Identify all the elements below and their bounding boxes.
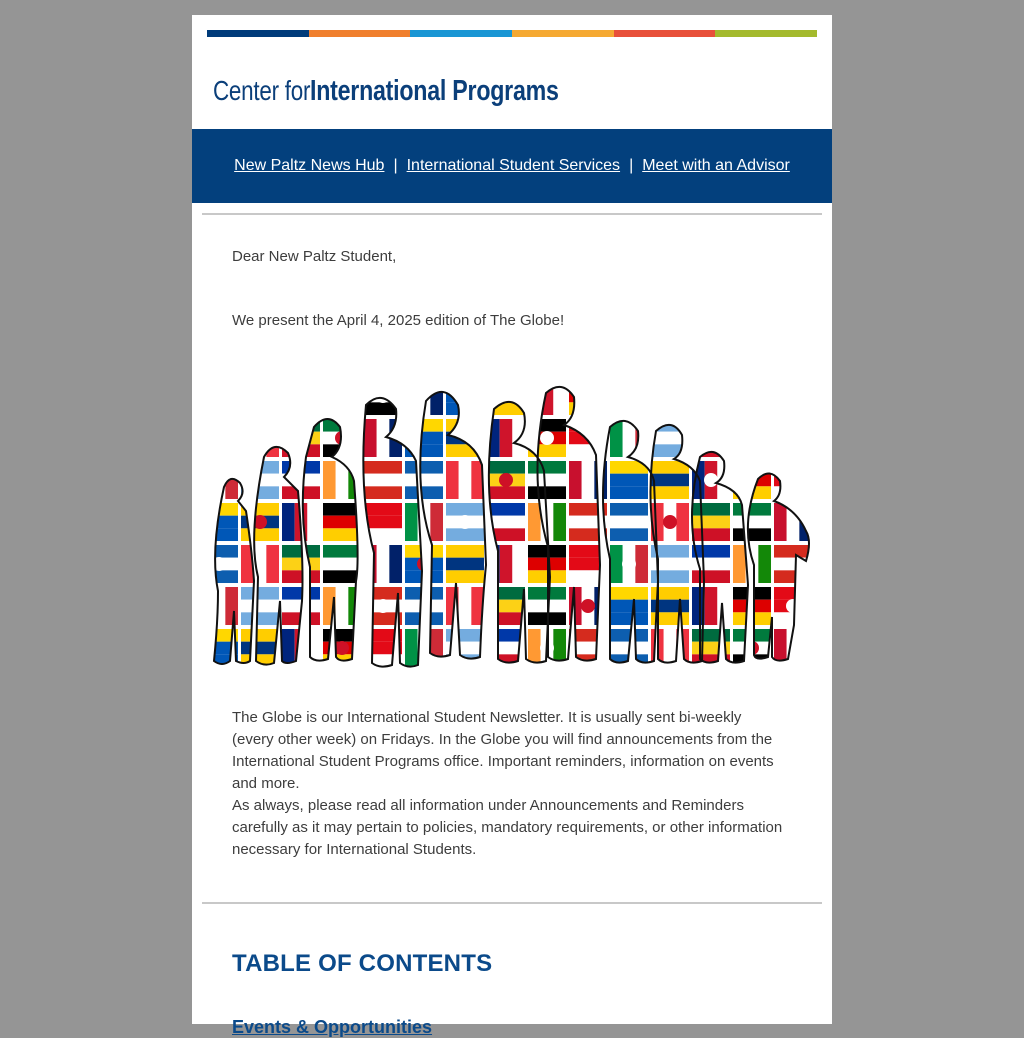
flag-stripe xyxy=(200,377,238,390)
flag-stripe xyxy=(758,671,771,709)
flag-stripe xyxy=(528,377,541,415)
flag-stripe xyxy=(774,671,812,684)
flag-stripe xyxy=(528,474,566,487)
flag-stripe xyxy=(815,516,853,529)
flag-stripe xyxy=(692,570,730,583)
flag-stripe xyxy=(815,390,853,403)
flag-stripe xyxy=(487,377,525,390)
flag-stripe xyxy=(815,642,853,655)
flag-stripe xyxy=(610,516,648,529)
flag-stripe xyxy=(733,402,771,415)
flag-stripe xyxy=(774,432,812,445)
flag-stripe xyxy=(364,419,377,457)
flag-stripe xyxy=(405,671,443,684)
flag-stripe xyxy=(692,545,730,558)
flag-stripe xyxy=(241,461,279,474)
toc-heading: TABLE OF CONTENTS xyxy=(232,950,493,977)
flag-emblem xyxy=(745,641,759,655)
flag-stripe xyxy=(733,390,771,403)
flag-stripe xyxy=(254,419,267,457)
flag-stripe xyxy=(664,377,677,415)
stripe-segment xyxy=(614,30,716,37)
flag-stripe xyxy=(487,671,500,709)
flag-stripe xyxy=(676,377,689,415)
flag-stripe xyxy=(487,461,525,474)
flag-stripe xyxy=(241,390,279,403)
flag-stripe xyxy=(446,671,484,684)
flag-stripe xyxy=(528,671,566,684)
flag-emblem xyxy=(458,515,472,529)
flag-stripe xyxy=(594,587,607,625)
flag-stripe xyxy=(569,461,582,499)
flag-stripe xyxy=(446,461,459,499)
greeting-text: Dear New Paltz Student, xyxy=(232,248,397,265)
flag-emblem xyxy=(540,431,554,445)
flag-stripe xyxy=(430,629,443,667)
flag-stripe xyxy=(815,671,853,684)
flag-stripe xyxy=(241,528,279,541)
flag-stripe xyxy=(364,474,402,487)
flag-stripe xyxy=(651,474,689,487)
flag-stripe xyxy=(500,545,513,583)
flag-stripe xyxy=(487,587,525,600)
flag-emblem xyxy=(581,599,595,613)
flag-stripe xyxy=(610,474,648,487)
flag-stripe xyxy=(364,671,377,709)
flag-stripe xyxy=(282,558,320,571)
flag-stripe xyxy=(610,587,648,600)
flag-stripe xyxy=(733,600,771,613)
flag-stripe xyxy=(815,432,853,445)
flag-stripe xyxy=(282,377,295,415)
flag-stripe xyxy=(733,642,771,655)
flag-stripe xyxy=(241,629,279,642)
flag-stripe xyxy=(610,629,648,642)
flag-stripe xyxy=(241,600,279,613)
flag-stripe xyxy=(487,612,525,625)
flag-stripe xyxy=(430,503,443,541)
flag-stripe xyxy=(746,671,759,709)
flag-stripe xyxy=(569,570,607,583)
flag-stripe xyxy=(692,444,730,457)
flag-stripe xyxy=(582,461,595,499)
flag-stripe xyxy=(200,654,238,667)
flag-stripe xyxy=(774,570,812,583)
flag-stripe xyxy=(569,444,607,457)
flag-stripe xyxy=(405,486,443,499)
flag-emblem xyxy=(499,473,513,487)
flag-stripe xyxy=(323,558,361,571)
flag-emblem xyxy=(376,599,390,613)
flag-stripe xyxy=(487,600,525,613)
flag-stripe xyxy=(815,545,853,558)
flag-stripe xyxy=(200,419,238,432)
flag-stripe xyxy=(610,671,623,709)
flag-stripe xyxy=(364,587,402,600)
flag-stripe xyxy=(282,486,320,499)
flag-stripe xyxy=(282,671,320,684)
flag-emblem xyxy=(417,557,431,571)
flag-stripe xyxy=(282,684,320,697)
flag-stripe xyxy=(282,587,320,600)
flag-stripe xyxy=(774,461,812,474)
flag-stripe xyxy=(405,474,443,487)
flag-stripe xyxy=(733,612,771,625)
flag-stripe xyxy=(569,545,607,558)
stripe-segment xyxy=(207,30,309,37)
flag-stripe xyxy=(405,377,418,415)
flag-stripe xyxy=(323,629,361,642)
flag-stripe xyxy=(446,419,484,432)
flag-stripe xyxy=(225,587,238,625)
flag-stripe xyxy=(774,377,787,415)
flag-stripe xyxy=(266,545,279,583)
flag-stripe xyxy=(405,545,443,558)
flag-stripe xyxy=(405,629,418,667)
flag-stripe xyxy=(405,503,418,541)
flag-stripe xyxy=(200,528,238,541)
cip-logo[interactable] xyxy=(213,75,620,108)
logo-text-bold: International Programs xyxy=(309,75,559,107)
flag-stripe xyxy=(405,612,443,625)
flag-stripe xyxy=(692,390,730,403)
flag-stripe xyxy=(364,486,402,499)
flag-stripe xyxy=(733,516,771,529)
flag-stripe xyxy=(323,671,361,684)
nav-separator: | xyxy=(629,157,634,174)
flag-stripe xyxy=(610,402,648,415)
flag-stripe xyxy=(815,558,853,571)
flag-stripe xyxy=(528,684,566,697)
flag-stripe xyxy=(459,461,472,499)
flag-stripe xyxy=(405,570,443,583)
flag-stripe xyxy=(651,377,664,415)
flag-stripe xyxy=(553,503,566,541)
flag-stripe xyxy=(815,696,853,709)
flag-stripe xyxy=(200,402,238,415)
flag-stripe xyxy=(651,671,689,684)
flag-stripe xyxy=(446,503,484,516)
flag-stripe xyxy=(528,461,566,474)
flag-stripe xyxy=(307,503,320,541)
flag-stripe xyxy=(512,671,525,709)
flag-stripe xyxy=(692,528,730,541)
flag-stripe xyxy=(200,444,238,457)
flag-stripe xyxy=(569,528,607,541)
flag-stripe xyxy=(323,377,361,390)
flag-stripe xyxy=(241,486,279,499)
flag-stripe xyxy=(569,516,607,529)
flag-stripe xyxy=(705,587,718,625)
flag-stripe xyxy=(610,600,648,613)
flag-emblem xyxy=(786,389,800,403)
intro-text: We present the April 4, 2025 edition of The Globe! xyxy=(232,312,565,329)
flag-stripe xyxy=(610,612,648,625)
flag-stripe xyxy=(623,671,636,709)
flag-stripe xyxy=(774,444,812,457)
flag-stripe xyxy=(799,377,812,415)
flag-stripe xyxy=(241,612,279,625)
flag-stripe xyxy=(487,486,525,499)
flag-stripe xyxy=(815,402,853,415)
flag-stripe xyxy=(336,587,349,625)
flag-stripe xyxy=(635,671,648,709)
flag-stripe xyxy=(241,587,279,600)
flag-stripe xyxy=(840,587,853,625)
stripe-segment xyxy=(512,30,614,37)
flag-stripe xyxy=(323,419,361,432)
flag-stripe xyxy=(405,684,443,697)
flag-stripe xyxy=(692,377,730,390)
flag-stripe xyxy=(528,503,541,541)
flag-stripe xyxy=(307,377,320,415)
flag-stripe xyxy=(241,377,279,390)
flag-stripe xyxy=(815,528,853,541)
flag-emblem xyxy=(581,389,595,403)
flag-stripe xyxy=(446,558,484,571)
flag-stripe xyxy=(295,377,308,415)
flag-stripe xyxy=(323,461,336,499)
flag-stripe xyxy=(692,419,730,432)
flag-stripe xyxy=(364,377,402,390)
flag-stripe xyxy=(733,377,771,390)
flag-stripe xyxy=(364,654,402,667)
flag-stripe xyxy=(610,486,648,499)
flag-stripe xyxy=(569,432,607,445)
flag-stripe xyxy=(500,419,513,457)
flag-stripe xyxy=(446,654,484,667)
flag-stripe xyxy=(282,570,320,583)
flag-stripe xyxy=(446,528,484,541)
flag-stripe xyxy=(323,432,361,445)
flag-emblem xyxy=(294,473,308,487)
flag-stripe xyxy=(200,684,238,697)
flag-stripe xyxy=(676,503,689,541)
nav-link-news-hub[interactable]: New Paltz News Hub xyxy=(234,157,385,174)
flag-emblem xyxy=(663,515,677,529)
flag-stripe xyxy=(446,684,484,697)
flag-stripe xyxy=(405,432,443,445)
flag-people-banner xyxy=(206,387,818,665)
flag-stripe xyxy=(323,516,361,529)
flag-stripe xyxy=(200,587,213,625)
flag-stripe xyxy=(459,587,472,625)
flag-stripe xyxy=(774,503,787,541)
logo-text-light: Center for xyxy=(213,75,311,106)
flag-stripe xyxy=(799,629,812,667)
flag-stripe xyxy=(241,402,279,415)
flag-stripe xyxy=(733,419,746,457)
flag-stripe xyxy=(528,486,566,499)
flag-stripe xyxy=(610,390,648,403)
flag-stripe xyxy=(405,461,443,474)
color-stripe xyxy=(207,30,817,37)
flag-stripe xyxy=(651,486,689,499)
flag-stripe xyxy=(635,545,648,583)
flag-emblem xyxy=(294,683,308,697)
flag-emblem xyxy=(745,431,759,445)
flag-stripe xyxy=(364,629,402,642)
divider xyxy=(202,902,822,904)
flag-stripe xyxy=(500,671,513,709)
flag-stripe xyxy=(213,587,226,625)
flag-stripe xyxy=(200,390,238,403)
flag-stripe xyxy=(282,444,320,457)
flag-stripe xyxy=(364,503,402,516)
flag-stripe xyxy=(774,419,812,432)
flag-stripe xyxy=(282,432,320,445)
flag-stripe xyxy=(758,545,771,583)
flag-stripe xyxy=(828,461,841,499)
flag-stripe xyxy=(733,629,771,642)
flag-stripe xyxy=(200,432,238,445)
flag-stripe xyxy=(553,377,566,415)
flag-stripe xyxy=(651,444,689,457)
nav-separator: | xyxy=(393,157,398,174)
flag-emblem xyxy=(827,557,841,571)
flag-stripe xyxy=(815,419,853,432)
stripe-segment xyxy=(309,30,411,37)
flag-stripe xyxy=(528,444,566,457)
flag-stripe xyxy=(323,444,361,457)
flag-stripe xyxy=(815,377,853,390)
flag-stripe xyxy=(487,390,525,403)
flag-stripe xyxy=(815,503,853,516)
flag-stripe xyxy=(733,545,746,583)
flag-stripe xyxy=(200,461,213,499)
email-container xyxy=(192,15,832,1037)
description-paragraph-1: The Globe is our International Student Newsletter. It is usually sent bi-weekly (every other week) on Fridays. In the Globe you will find announcements from the International Student Programs office. Important reminders, information on events and more. xyxy=(232,709,774,792)
flag-stripe xyxy=(815,629,853,642)
flag-stripe xyxy=(651,432,689,445)
flag-emblem xyxy=(335,641,349,655)
flag-stripe xyxy=(446,545,484,558)
flag-stripe xyxy=(528,419,566,432)
flag-stripe xyxy=(569,503,607,516)
flag-emblem xyxy=(335,431,349,445)
toc-link-events[interactable]: Events & Opportunities xyxy=(232,1017,433,1037)
flag-stripe xyxy=(692,516,730,529)
flag-stripe xyxy=(282,503,295,541)
flag-stripe xyxy=(774,612,812,625)
flag-stripe xyxy=(746,419,759,457)
flag-stripe xyxy=(323,545,361,558)
flag-stripe xyxy=(692,671,730,684)
divider xyxy=(202,213,822,215)
stripe-segment xyxy=(715,30,817,37)
flag-stripe xyxy=(774,684,812,697)
flag-stripe xyxy=(512,545,525,583)
flag-stripe xyxy=(446,570,484,583)
flag-stripe xyxy=(733,528,771,541)
flag-stripe xyxy=(487,503,525,516)
flag-stripe xyxy=(323,684,361,697)
flag-stripe xyxy=(610,377,648,390)
stripe-segment xyxy=(410,30,512,37)
flag-emblem xyxy=(622,557,636,571)
flag-stripe xyxy=(815,587,828,625)
flag-stripe xyxy=(692,432,730,445)
flag-stripe xyxy=(254,671,267,709)
flag-stripe xyxy=(364,516,402,529)
flag-stripe xyxy=(323,390,361,403)
flag-stripe xyxy=(815,461,828,499)
flag-stripe xyxy=(364,642,402,655)
flag-stripe xyxy=(733,474,771,487)
flag-stripe xyxy=(323,528,361,541)
flag-stripe xyxy=(692,654,730,667)
nav-bar xyxy=(192,129,832,203)
flag-stripe xyxy=(610,528,648,541)
flag-stripe xyxy=(815,570,853,583)
flag-stripe xyxy=(733,587,771,600)
flag-stripe xyxy=(815,684,853,697)
flag-stripe xyxy=(610,545,623,583)
description-paragraph-2: As always, please read all information under Announcements and Reminders carefully as it may pertain to policies, mandatory requirements, or other information necessary for International Students. xyxy=(232,797,783,858)
flag-stripe xyxy=(241,419,254,457)
flag-emblem xyxy=(704,683,718,697)
flag-stripe xyxy=(651,684,689,697)
flag-stripe xyxy=(389,545,402,583)
flag-stripe xyxy=(828,587,841,625)
flag-emblem xyxy=(499,683,513,697)
flag-stripe xyxy=(323,402,361,415)
flag-stripe xyxy=(405,600,443,613)
flag-stripe xyxy=(389,671,402,709)
flag-stripe xyxy=(569,684,607,697)
flag-stripe xyxy=(446,377,484,390)
flag-emblem xyxy=(704,473,718,487)
flag-stripe xyxy=(774,587,812,600)
flag-stripe xyxy=(733,503,771,516)
flag-stripe xyxy=(774,545,812,558)
flag-stripe xyxy=(200,545,238,558)
flag-stripe xyxy=(569,558,607,571)
flag-stripe xyxy=(758,419,771,457)
flag-stripe xyxy=(377,671,390,709)
flag-stripe xyxy=(692,503,730,516)
flag-emblem xyxy=(786,599,800,613)
flag-stripe xyxy=(200,671,238,684)
flag-stripe xyxy=(377,545,390,583)
flag-stripe xyxy=(733,461,771,474)
flag-stripe xyxy=(266,671,279,709)
flag-stripe xyxy=(569,671,607,684)
flag-stripe xyxy=(733,671,746,709)
flag-stripe xyxy=(733,654,771,667)
flag-stripe xyxy=(692,684,730,697)
flag-stripe xyxy=(610,503,648,516)
flag-stripe xyxy=(364,461,402,474)
nav-link-student-services[interactable]: International Student Services xyxy=(406,157,621,174)
flag-stripe xyxy=(569,377,607,390)
nav-link-meet-advisor[interactable]: Meet with an Advisor xyxy=(642,157,790,174)
flag-stripe xyxy=(200,570,238,583)
flag-stripe xyxy=(405,587,443,600)
flag-stripe xyxy=(446,402,484,415)
flag-stripe xyxy=(815,444,853,457)
flag-stripe xyxy=(405,558,443,571)
flag-stripe xyxy=(815,654,853,667)
flag-stripe xyxy=(840,461,853,499)
flag-stripe xyxy=(692,402,730,415)
flag-stripe xyxy=(241,671,254,709)
flag-stripe xyxy=(787,377,800,415)
flag-stripe xyxy=(241,642,279,655)
